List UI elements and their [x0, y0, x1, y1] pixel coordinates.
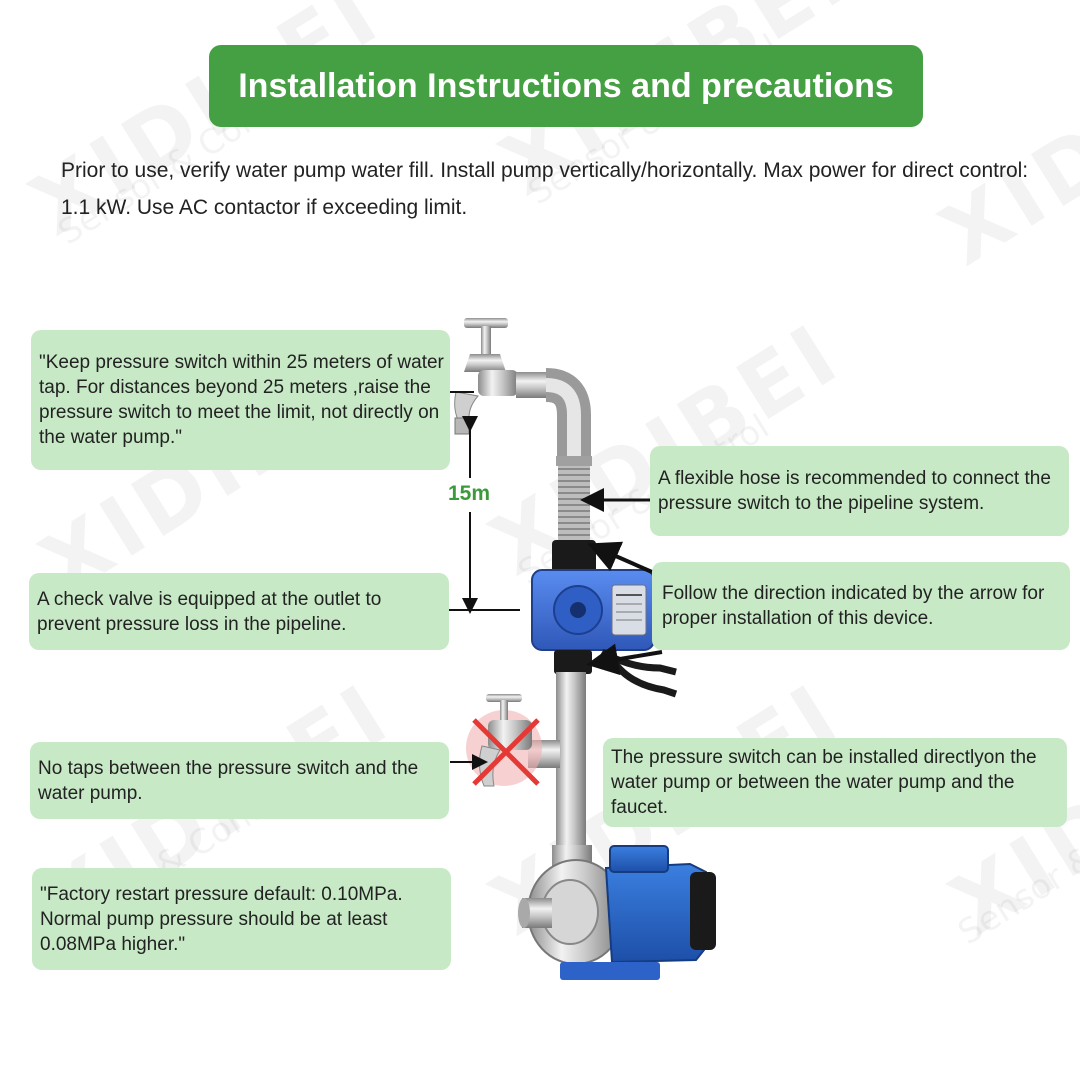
flexible-hose — [558, 458, 590, 544]
callout-check-valve — [29, 573, 449, 650]
callout-install-location — [603, 738, 1067, 827]
distance-dimension — [446, 424, 520, 610]
pointer-arrow — [602, 550, 652, 572]
page-title: Installation Instructions and precautions — [238, 66, 894, 105]
callout-arrow-direction — [652, 562, 1070, 650]
prohibited-tap — [466, 694, 542, 786]
callout-text: "Factory restart pressure default: 0.10MPa. Normal pump pressure should be at least 0.08MPa higher." — [40, 883, 403, 955]
distance-label: 15m — [448, 482, 491, 505]
callout-text: The pressure switch can be installed directlyon the water pump or between the water pump and the faucet. — [611, 747, 1037, 818]
hose-connector — [552, 540, 596, 574]
pressure-switch-device — [532, 570, 654, 650]
callout-text: A check valve is equipped at the outlet to prevent pressure loss in the pipeline. — [37, 588, 382, 635]
callout-no-taps — [30, 742, 449, 819]
callout-tap-distance — [31, 330, 450, 470]
callout-flexible-hose — [650, 446, 1069, 536]
callout-restart-pressure — [32, 868, 451, 970]
vertical-pipe — [556, 672, 586, 852]
callout-text: No taps between the pressure switch and the water pump. — [38, 757, 419, 804]
callout-text: Follow the direction indicated by the arrow for proper installation of this device. — [662, 583, 1045, 629]
callout-text: A flexible hose is recommended to connect the pressure switch to the pipeline system. — [658, 468, 1051, 514]
callout-text: "Keep pressure switch within 25 meters of water tap. For distances beyond 25 meters ,raise the pressure switch to meet the limit, not directly on the water pump." — [39, 352, 444, 448]
intro-text: Prior to use, verify water pump water fill. Install pump vertically/horizontally. Max power for direct control: 1.1 kW. Use AC contactor if exceeding limit. — [61, 159, 1029, 219]
water-pump — [518, 845, 716, 980]
top-faucet — [455, 318, 546, 434]
